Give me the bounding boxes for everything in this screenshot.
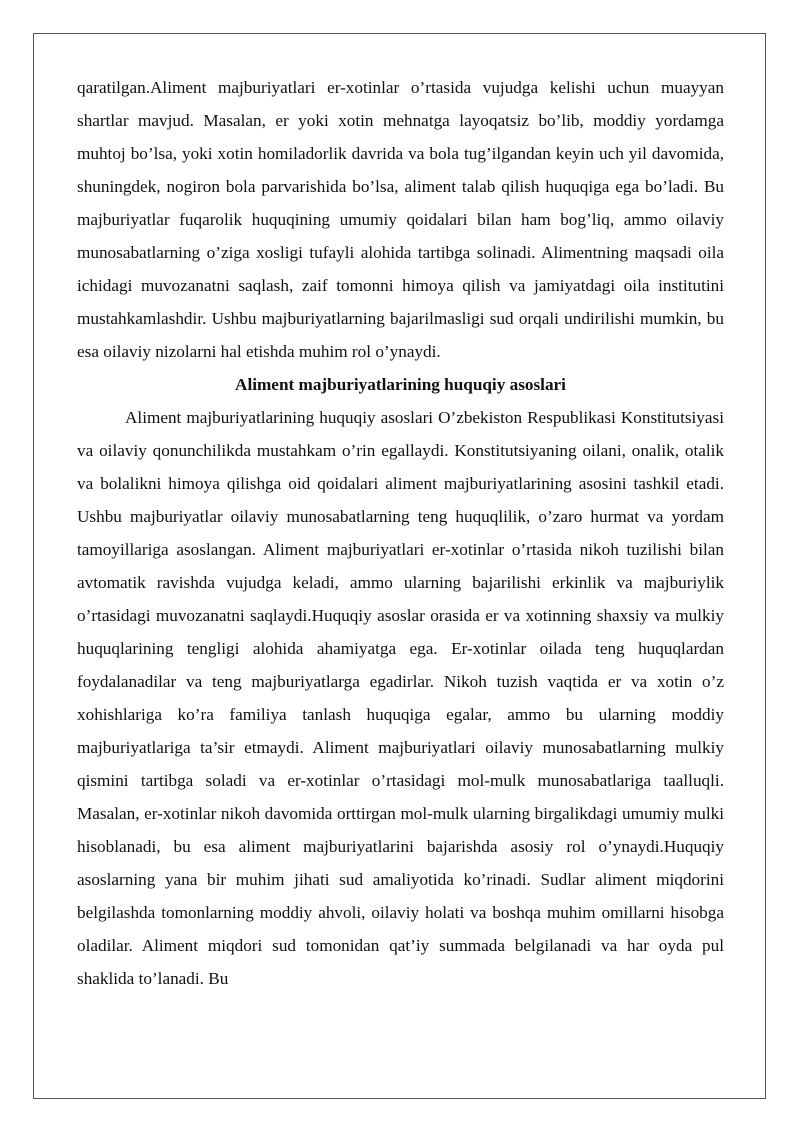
document-body — [77, 71, 724, 995]
paragraph-legal-basis: Aliment majburiyatlarining huquqiy asoslari O’zbekiston Respublikasi Konstitutsiyasi va oilaviy qonunchilikda mustahkam o’rin egallaydi. Konstitutsiyaning oilani, onalik, otalik va bolalikni himoya qilishga oid qoidalari aliment majburiyatlarining asosini tashkil etadi. Ushbu majburiyatlar oilaviy munosabatlarning teng huquqlilik, o’zaro hurmat va yordam tamoyillariga asoslangan. Aliment majburiyatlari er-xotinlar o’rtasida nikoh tuzilishi bilan avtomatik ravishda vujudga keladi, ammo ularning bajarilishi erkinlik va majburiylik o’rtasidagi muvozanatni saqlaydi.Huquqiy asoslar orasida er va xotinning shaxsiy va mulkiy huquqlarining tengligi alohida ahamiyatga ega. Er-xotinlar oilada teng huquqlardan foydalanadilar va teng majburiyatlarga egadirlar. Nikoh tuzish vaqtida er va xotin o’z xohishlariga ko’ra familiya tanlash huquqiga egalar, ammo bu ularning moddiy majburiyatlariga ta’sir etmaydi. Aliment majburiyatlari oilaviy munosabatlarning mulkiy qismini tartibga soladi va er-xotinlar o’rtasidagi mol-mulk munosabatlariga taalluqli. Masalan, er-xotinlar nikoh davomida orttirgan mol-mulk ularning birgalikdagi umumiy mulki hisoblanadi, bu esa aliment majburiyatlarini bajarishda asosiy rol o’ynaydi.Huquqiy asoslarning yana bir muhim jihati sud amaliyotida ko’rinadi. Sudlar aliment miqdorini belgilashda tomonlarning moddiy ahvoli, oilaviy holati va boshqa muhim omillarni hisobga oladilar. Aliment miqdori sud tomonidan qat’iy summada belgilanadi va har oyda pul shaklida to’lanadi. Bu — [77, 408, 724, 988]
section-heading: Aliment majburiyatlarining huquqiy asoslari — [235, 375, 566, 394]
paragraph-intro: qaratilgan.Aliment majburiyatlari er-xotinlar o’rtasida vujudga kelishi uchun muayyan shartlar mavjud. Masalan, er yoki xotin mehnatga layoqatsiz bo’lib, moddiy yordamga muhtoj bo’lsa, yoki xotin homiladorlik davrida va bola tug’ilgandan keyin uch yil davomida, shuningdek, nogiron bola parvarishida bo’lsa, aliment talab qilish huquqiga ega bo’ladi. Bu majburiyatlar fuqarolik huquqining umumiy qoidalari bilan ham bog’liq, ammo oilaviy munosabatlarning o’ziga xosligi tufayli alohida tartibga solinadi. Alimentning maqsadi oila ichidagi muvozanatni saqlash, zaif tomonni himoya qilish va jamiyatdagi oila institutini mustahkamlashdir. Ushbu majburiyatlarning bajarilmasligi sud orqali undirilishi mumkin, bu esa oilaviy nizolarni hal etishda muhim rol o’ynaydi. — [77, 78, 724, 361]
